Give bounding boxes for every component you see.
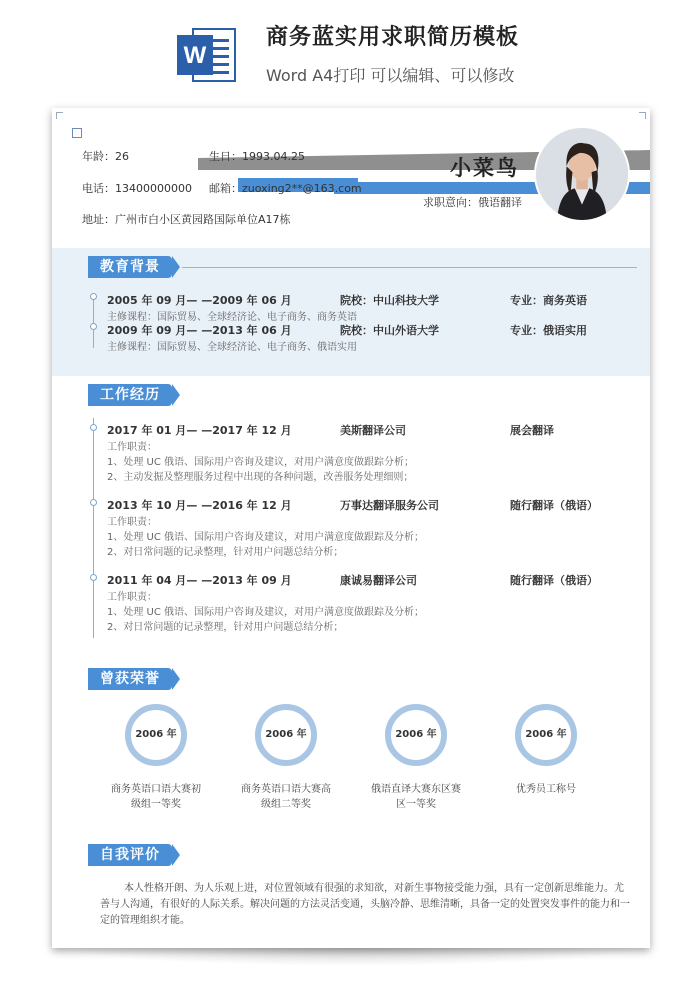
work-role: 随行翻译（俄语）: [510, 574, 598, 587]
honor-year-ring: [515, 704, 577, 766]
self-eval-text: 本人性格开朗、为人乐观上进，对位置领域有很强的求知欲，对新生事物接受能力强，具有一定创新思维能力。尤善与人沟通，有很好的人际关系。解决问题的方法灵活变通，头脑冷静、思维清晰，具备一定的处置突发事件的能力和一定的管理组织才能。: [100, 883, 630, 926]
crop-mark: [639, 112, 646, 119]
age-row: [82, 148, 129, 164]
work-timeline: [93, 418, 94, 638]
address-row: [82, 211, 291, 227]
word-icon-letter: W: [183, 42, 207, 69]
honor-year-ring: [255, 704, 317, 766]
job-intent: 求职意向：俄语翻译: [423, 196, 522, 209]
education-heading: 教育背景: [88, 256, 172, 278]
honor-text: 俄语直译大赛东区赛区一等奖: [371, 784, 461, 810]
checkbox-square: [72, 128, 82, 138]
work-duty-label: 工作职责：: [107, 442, 157, 453]
honor-year-ring: [125, 704, 187, 766]
crop-mark: [56, 112, 63, 119]
work-duty-line: 1、处理 UC 俄语、国际用户咨询及建议，对用户满意度做跟踪及分析；: [107, 607, 425, 618]
email-row: [209, 180, 362, 196]
edu-period: 2005 年 09 月— —2009 年 06 月: [107, 294, 292, 307]
honor-year: 2006 年: [395, 729, 437, 740]
edu-period: 2009 年 09 月— —2013 年 06 月: [107, 324, 292, 337]
timeline-dot: [90, 293, 97, 300]
self-eval-heading: 自我评价: [88, 844, 172, 866]
work-role: 随行翻译（俄语）: [510, 499, 598, 512]
edu-school: 院校：中山科技大学: [340, 294, 439, 307]
email-label: 邮箱：: [209, 182, 242, 195]
template-subtitle: Word A4打印 可以编辑、可以修改: [266, 66, 515, 85]
work-heading: 工作经历: [88, 384, 172, 406]
phone-label: 电话：: [82, 182, 115, 195]
email-value: zuoxing2**@163.com: [242, 182, 362, 195]
timeline-dot: [90, 499, 97, 506]
phone-value: 13400000000: [115, 182, 192, 195]
template-title: 商务蓝实用求职简历模板: [266, 25, 520, 50]
age-label: 年龄：: [82, 150, 115, 163]
education-divider: [182, 267, 637, 268]
edu-courses: 主修课程：国际贸易、全球经济论、电子商务、商务英语: [107, 312, 357, 323]
work-period: 2013 年 10 月— —2016 年 12 月: [107, 499, 292, 512]
timeline-dot: [90, 323, 97, 330]
avatar: [534, 126, 630, 222]
edu-school: 院校：中山外语大学: [340, 324, 439, 337]
edu-major: 专业：俄语实用: [510, 324, 587, 337]
work-company: 万事达翻译服务公司: [340, 499, 439, 512]
birth-value: 1993.04.25: [242, 150, 305, 163]
timeline-dot: [90, 424, 97, 431]
word-icon: [175, 23, 239, 87]
address-value: 广州市白小区黄园路国际单位A17栋: [115, 213, 291, 226]
birth-label: 生日：: [209, 150, 242, 163]
address-label: 地址：: [82, 213, 115, 226]
education-timeline: [93, 296, 94, 348]
page-shadow: [64, 948, 642, 966]
honor-text: 优秀员工称号: [516, 784, 576, 795]
avatar-portrait: [536, 128, 628, 220]
work-duty-line: 1、处理 UC 俄语、国际用户咨询及建议，对用户满意度做跟踪分析；: [107, 457, 415, 468]
honor-year: 2006 年: [265, 729, 307, 740]
work-company: 美斯翻译公司: [340, 424, 406, 437]
work-period: 2017 年 01 月— —2017 年 12 月: [107, 424, 292, 437]
honor-year-ring: [385, 704, 447, 766]
resume-page: [52, 108, 650, 948]
work-period: 2011 年 04 月— —2013 年 09 月: [107, 574, 292, 587]
honor-text: 商务英语口语大赛初级组一等奖: [111, 784, 201, 810]
candidate-name: 小菜鸟: [450, 156, 519, 180]
work-duty-line: 2、对日常问题的记录整理，针对用户问题总结分析；: [107, 622, 344, 633]
timeline-dot: [90, 574, 97, 581]
honors-heading: 曾获荣誉: [88, 668, 172, 690]
phone-row: [82, 180, 192, 196]
work-duty-label: 工作职责：: [107, 592, 157, 603]
honor-year: 2006 年: [525, 729, 567, 740]
honor-year: 2006 年: [135, 729, 177, 740]
age-value: 26: [115, 150, 129, 163]
edu-courses: 主修课程：国际贸易、全球经济论、电子商务、俄语实用: [107, 342, 357, 353]
work-duty-line: 2、主动发掘及整理服务过程中出现的各种问题，改善服务处理细则；: [107, 472, 414, 483]
birth-row: [209, 148, 305, 164]
work-duty-label: 工作职责：: [107, 517, 157, 528]
work-role: 展会翻译: [510, 424, 554, 437]
honor-text: 商务英语口语大赛高级组二等奖: [241, 784, 331, 810]
work-duty-line: 1、处理 UC 俄语、国际用户咨询及建议，对用户满意度做跟踪及分析；: [107, 532, 425, 543]
edu-major: 专业：商务英语: [510, 294, 587, 307]
work-duty-line: 2、对日常问题的记录整理，针对用户问题总结分析；: [107, 547, 344, 558]
template-header: [0, 0, 700, 100]
work-company: 康诚易翻译公司: [340, 574, 417, 587]
